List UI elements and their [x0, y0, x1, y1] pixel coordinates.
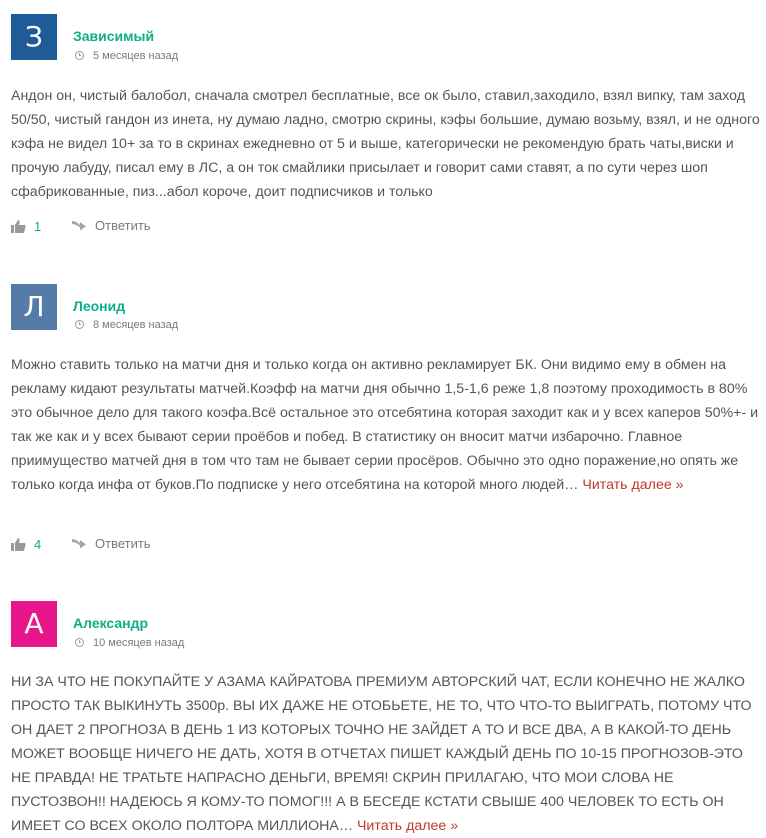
comment-body: Можно ставить только на матчи дня и только когда он активно рекламирует БК. Они видимо ему в обмен на рекламу кидают результаты матчей.Коэфф на матчи дня обычно 1,5-1,6 реже 1,8 поэтому проходимость в 80% это обычное дело для такого коэфа.Всё остальное это отсебятина которая заходит как и у всех каперов 50%+- и так же как и у всех бывают серии проёбов и побед. В статистику он вносит матчи избарочно. Главное приимущество матчей дня в том что там не бывает серии просёров. Обычно это одно поражение,но опять же только когда инфа от буков.По подписке у него отсебятина на которой много людей… [11, 357, 759, 493]
reply-label: Ответить [95, 536, 151, 551]
comment-author[interactable]: Зависимый [73, 28, 155, 44]
read-more-link[interactable]: Читать далее » [356, 818, 459, 834]
reply-arrow-icon [71, 220, 87, 231]
reply-label: Ответить [95, 218, 151, 233]
reply-button[interactable] [71, 536, 151, 554]
comment-time-text: 10 месяцев назад [93, 637, 185, 649]
comment-author[interactable]: Леонид [73, 298, 126, 314]
comment-text [11, 353, 761, 497]
like-count: 4 [34, 537, 42, 552]
clock-icon [75, 320, 84, 329]
avatar[interactable]: З [11, 14, 57, 60]
clock-icon [75, 51, 84, 60]
reply-arrow-icon [71, 538, 87, 549]
thumbs-up-icon[interactable] [11, 220, 26, 233]
read-more-link[interactable]: Читать далее » [582, 477, 684, 493]
like-count: 1 [34, 219, 42, 234]
avatar[interactable]: А [11, 601, 57, 647]
thumbs-up-icon[interactable] [11, 538, 26, 551]
comment-time-text: 8 месяцев назад [93, 319, 179, 331]
comment-author[interactable]: Александр [73, 615, 149, 631]
comment-body: НИ ЗА ЧТО НЕ ПОКУПАЙТЕ У АЗАМА КАЙРАТОВА ПРЕМИУМ АВТОРСКИЙ ЧАТ, ЕСЛИ КОНЕЧНО НЕ ЖАЛКО ПРОСТО ТАК ВЫКИНУТЬ 3500р. ВЫ ИХ ДАЖЕ НЕ ОТОБЬЕТЕ, НЕ ТО, ЧТО ЧТО-ТО ВЫИГРАТЬ, ПОТОМУ ЧТО ОН ДАЕТ 2 ПРОГНОЗА В ДЕНЬ 1 ИЗ КОТОРЫХ ТОЧНО НЕ ЗАЙДЕТ А ТО И ВСЕ ДВА, А В КАКОЙ-ТО ДЕНЬ МОЖЕТ ВООБЩЕ НИЧЕГО НЕ ДАТЬ, ХОТЯ В ОТЧЕТАХ ПИШЕТ КАЖДЫЙ ДЕНЬ ПО 10-15 ПРОГНОЗОВ-ЭТО НЕ ПРАВДА! НЕ ТРАТЬТЕ НАПРАСНО ДЕНЬГИ, ВРЕМЯ! СКРИН ПРИЛАГАЮ, ЧТО МОИ СЛОВА НЕ ПУСТОЗВОН!! НАДЕЮСЬ Я КОМУ-ТО ПОМОГ!!! А В БЕСЕДЕ КСТАТИ СВЫШЕ 400 ЧЕЛОВЕК ТО ЕСТЬ ОН ИМЕЕТ СО ВСЕХ ОКОЛО ПОЛТОРА МИЛЛИОНА… [11, 674, 752, 834]
comment-body: Андон он, чистый балобол, сначала смотрел бесплатные, все ок было, ставил,заходило, взял випку, там заход 50/50, чистый гандон из инета, ну думаю ладно, смотрю скрины, кэфы большие, думаю возьму, взял, и не одного кэфа не видел 10+ за то в скринах ежедневно от 5 и выше, категорически не рекомендую брать чаты,виски и прочую лабуду, писал ему в ЛС, а он ток смайлики присылает и говорит сами ставят, а по сути через шоп сфабрикованные, пиз...абол короче, доит подписчиков и только [11, 88, 760, 200]
comment-text [11, 84, 761, 204]
clock-icon [75, 638, 84, 647]
reply-button[interactable] [71, 218, 151, 236]
comment-time-text: 5 месяцев назад [93, 50, 179, 62]
comment-text [11, 670, 761, 838]
avatar[interactable]: Л [11, 284, 57, 330]
comment-time [75, 319, 178, 331]
comment-time [75, 50, 178, 62]
comment-time [75, 637, 184, 649]
